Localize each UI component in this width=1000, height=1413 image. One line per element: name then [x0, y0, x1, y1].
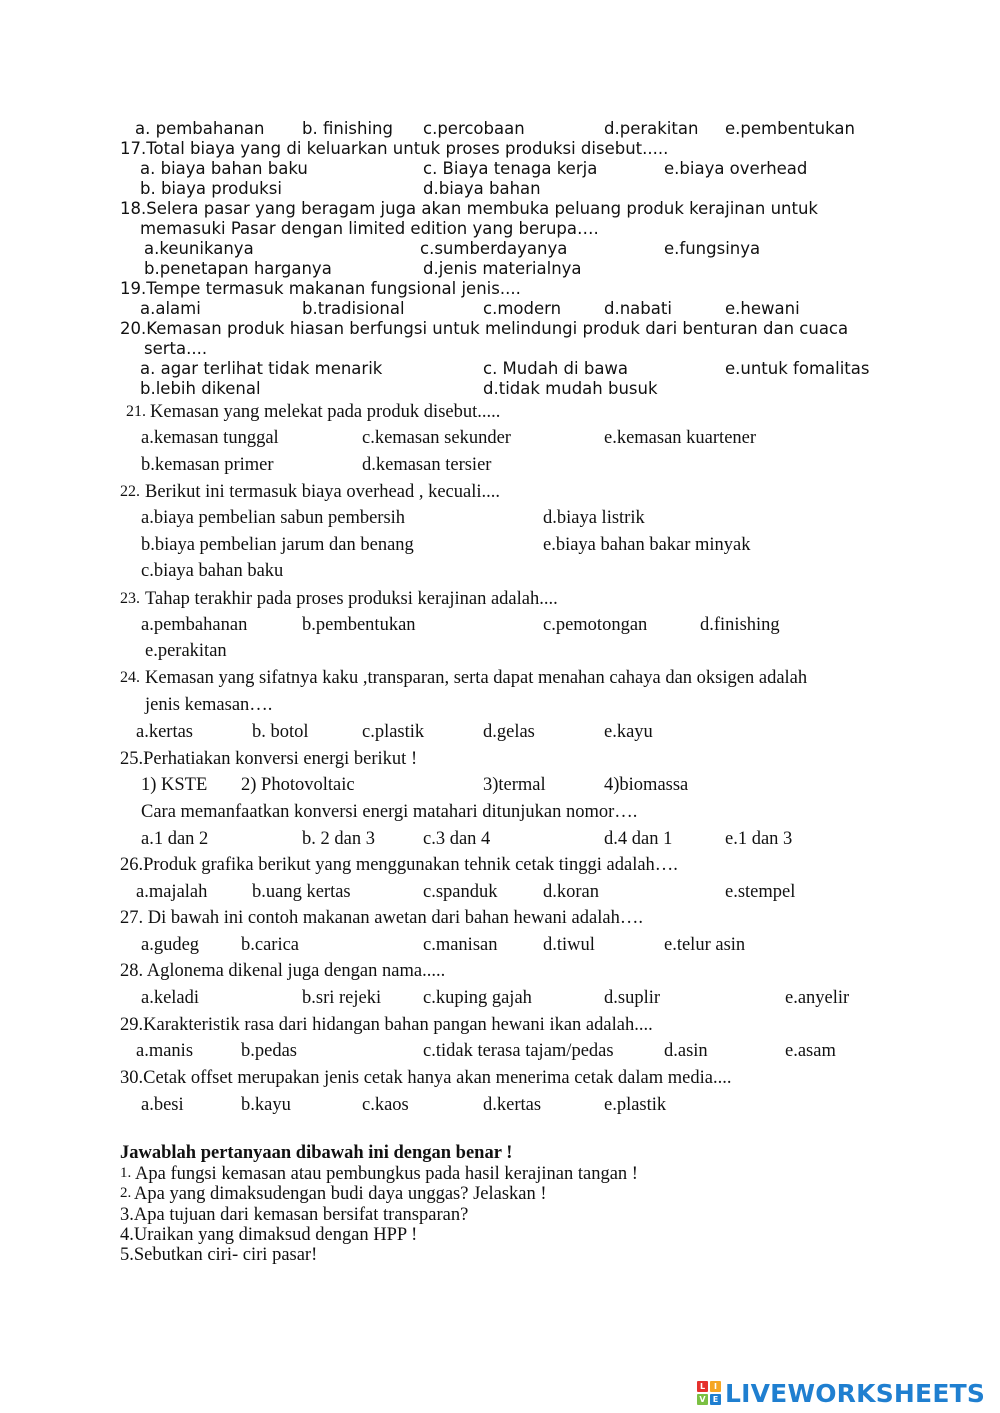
q30-option-b: b.kayu: [241, 1095, 291, 1115]
q19-option-d: d.nabati: [604, 299, 672, 318]
q30-option-d: d.kertas: [483, 1095, 542, 1115]
q27-question: 27. Di bawah ini contoh makanan awetan dari bahan hewani adalah….: [120, 908, 643, 928]
q29-option-a: a.manis: [136, 1041, 194, 1061]
q26-option-a: a.majalah: [136, 882, 208, 902]
q25-option-a: a.1 dan 2: [141, 829, 209, 849]
q26-option-c: c.spanduk: [423, 882, 498, 902]
essay-q1-number: 1.: [120, 1165, 132, 1181]
q19-option-a: a.alami: [140, 299, 201, 318]
q20-question-line2: serta....: [144, 339, 208, 358]
logo-blocks-icon: [697, 1381, 721, 1405]
q25-question: 25.Perhatiakan konversi energi berikut !: [120, 749, 418, 769]
q18-option-b: b.penetapan harganya: [144, 259, 332, 278]
q24-option-c: c.plastik: [362, 722, 425, 742]
essay-heading: Jawablah pertanyaan dibawah ini dengan benar !: [120, 1143, 513, 1163]
liveworksheets-logo: [697, 1378, 985, 1408]
q30-option-e: e.plastik: [604, 1095, 667, 1115]
logo-block-i: I: [710, 1381, 721, 1392]
q25-item-4: 4)biomassa: [604, 775, 689, 795]
q25-item-3: 3)termal: [483, 775, 546, 795]
logo-block-l: L: [697, 1381, 708, 1392]
q28-question: 28. Aglonema dikenal juga dengan nama.....: [120, 961, 446, 981]
q21-question: Kemasan yang melekat pada produk disebut.....: [150, 402, 501, 422]
q26-option-b: b.uang kertas: [252, 882, 351, 902]
q16-option-c: c.percobaan: [423, 119, 525, 138]
q23-option-b: b.pembentukan: [302, 615, 416, 635]
q23-option-c: c.pemotongan: [543, 615, 648, 635]
q19-option-e: e.hewani: [725, 299, 800, 318]
q28-option-c: c.kuping gajah: [423, 988, 532, 1008]
q29-option-d: d.asin: [664, 1041, 708, 1061]
q28-option-e: e.anyelir: [785, 988, 850, 1008]
q18-option-e: e.fungsinya: [664, 239, 761, 258]
essay-q2-number: 2.: [120, 1185, 132, 1201]
q25-option-e: e.1 dan 3: [725, 829, 793, 849]
q24-number: 24.: [120, 669, 140, 686]
q25-option-c: c.3 dan 4: [423, 829, 491, 849]
q17-question: 17.Total biaya yang di keluarkan untuk proses produksi disebut.....: [120, 139, 669, 158]
q22-option-c: c.biaya bahan baku: [141, 561, 284, 581]
q27-option-d: d.tiwul: [543, 935, 595, 955]
q29-option-b: b.pedas: [241, 1041, 297, 1061]
q21-option-c: c.kemasan sekunder: [362, 428, 511, 448]
q26-option-e: e.stempel: [725, 882, 796, 902]
q30-option-c: c.kaos: [362, 1095, 409, 1115]
q29-question: 29.Karakteristik rasa dari hidangan bahan pangan hewani ikan adalah....: [120, 1015, 653, 1035]
q22-question: Berikut ini termasuk biaya overhead , kecuali....: [145, 482, 500, 502]
q20-option-b: b.lebih dikenal: [140, 379, 261, 398]
q19-option-b: b.tradisional: [302, 299, 405, 318]
q26-option-d: d.koran: [543, 882, 599, 902]
q18-option-c: c.sumberdayanya: [420, 239, 568, 258]
logo-brand-text: LIVEWORKSHEETS: [725, 1378, 986, 1408]
q28-option-a: a.keladi: [141, 988, 200, 1008]
q20-option-a: a. agar terlihat tidak menarik: [140, 359, 383, 378]
logo-block-v: V: [697, 1394, 708, 1405]
q27-option-a: a.gudeg: [141, 935, 200, 955]
q16-option-a: a. pembahanan: [135, 119, 265, 138]
q20-question-line1: 20.Kemasan produk hiasan berfungsi untuk melindungi produk dari benturan dan cuaca: [120, 319, 849, 338]
q18-question-line2: memasuki Pasar dengan limited edition yang berupa….: [140, 219, 599, 238]
q21-option-d: d.kemasan tersier: [362, 455, 492, 475]
q21-option-b: b.kemasan primer: [141, 455, 274, 475]
q19-option-c: c.modern: [483, 299, 562, 318]
q29-option-c: c.tidak terasa tajam/pedas: [423, 1041, 614, 1061]
q21-option-a: a.kemasan tunggal: [141, 428, 279, 448]
q17-option-c: c. Biaya tenaga kerja: [423, 159, 598, 178]
q17-option-b: b. biaya produksi: [140, 179, 282, 198]
q24-option-b: b. botol: [252, 722, 309, 742]
q30-question: 30.Cetak offset merupakan jenis cetak hanya akan menerima cetak dalam media....: [120, 1068, 732, 1088]
q24-option-a: a.kertas: [136, 722, 194, 742]
q27-option-c: c.manisan: [423, 935, 498, 955]
essay-q1-text: Apa fungsi kemasan atau pembungkus pada hasil kerajinan tangan !: [135, 1164, 638, 1184]
q19-question: 19.Tempe termasuk makanan fungsional jenis....: [120, 279, 521, 298]
q25-option-b: b. 2 dan 3: [302, 829, 375, 849]
q26-question: 26.Produk grafika berikut yang menggunakan tehnik cetak tinggi adalah….: [120, 855, 678, 875]
q23-option-d: d.finishing: [700, 615, 780, 635]
q21-number: 21.: [126, 403, 146, 420]
q23-question: Tahap terakhir pada proses produksi kerajinan adalah....: [145, 589, 558, 609]
q20-option-e: e.untuk fomalitas: [725, 359, 870, 378]
q24-question-line1: Kemasan yang sifatnya kaku ,transparan, serta dapat menahan cahaya dan oksigen adalah: [145, 668, 808, 688]
q23-option-e: e.perakitan: [145, 641, 227, 661]
q22-option-d: d.biaya listrik: [543, 508, 645, 528]
q24-option-e: e.kayu: [604, 722, 653, 742]
q30-option-a: a.besi: [141, 1095, 184, 1115]
q16-option-e: e.pembentukan: [725, 119, 855, 138]
q17-option-d: d.biaya bahan: [423, 179, 541, 198]
essay-q4-text: 4.Uraikan yang dimaksud dengan HPP !: [120, 1225, 418, 1245]
q20-option-c: c. Mudah di bawa: [483, 359, 629, 378]
q28-option-d: d.suplir: [604, 988, 661, 1008]
q16-option-b: b. finishing: [302, 119, 393, 138]
q25-item-2: 2) Photovoltaic: [241, 775, 355, 795]
q25-question2: Cara memanfaatkan konversi energi matahari ditunjukan nomor….: [141, 802, 638, 822]
q18-question-line1: 18.Selera pasar yang beragam juga akan membuka peluang produk kerajinan untuk: [120, 199, 818, 218]
q23-number: 23.: [120, 590, 140, 607]
q22-option-a: a.biaya pembelian sabun pembersih: [141, 508, 406, 528]
q17-option-a: a. biaya bahan baku: [140, 159, 308, 178]
q22-option-b: b.biaya pembelian jarum dan benang: [141, 535, 414, 555]
q23-option-a: a.pembahanan: [141, 615, 248, 635]
q28-option-b: b.sri rejeki: [302, 988, 382, 1008]
q27-option-b: b.carica: [241, 935, 300, 955]
q21-option-e: e.kemasan kuartener: [604, 428, 757, 448]
q25-item-1: 1) KSTE: [141, 775, 208, 795]
logo-block-e: E: [710, 1394, 721, 1405]
q29-option-e: e.asam: [785, 1041, 836, 1061]
q22-option-e: e.biaya bahan bakar minyak: [543, 535, 751, 555]
q22-number: 22.: [120, 483, 140, 500]
q16-option-d: d.perakitan: [604, 119, 699, 138]
essay-q3-text: 3.Apa tujuan dari kemasan bersifat transparan?: [120, 1205, 469, 1225]
q24-option-d: d.gelas: [483, 722, 535, 742]
q24-question-line2: jenis kemasan….: [145, 695, 273, 715]
q17-option-e: e.biaya overhead: [664, 159, 808, 178]
q20-option-d: d.tidak mudah busuk: [483, 379, 658, 398]
q18-option-a: a.keunikanya: [144, 239, 254, 258]
essay-q5-text: 5.Sebutkan ciri- ciri pasar!: [120, 1245, 318, 1265]
q18-option-d: d.jenis materialnya: [423, 259, 582, 278]
q25-option-d: d.4 dan 1: [604, 829, 673, 849]
q27-option-e: e.telur asin: [664, 935, 746, 955]
essay-q2-text: Apa yang dimaksudengan budi daya unggas? Jelaskan !: [134, 1184, 547, 1204]
